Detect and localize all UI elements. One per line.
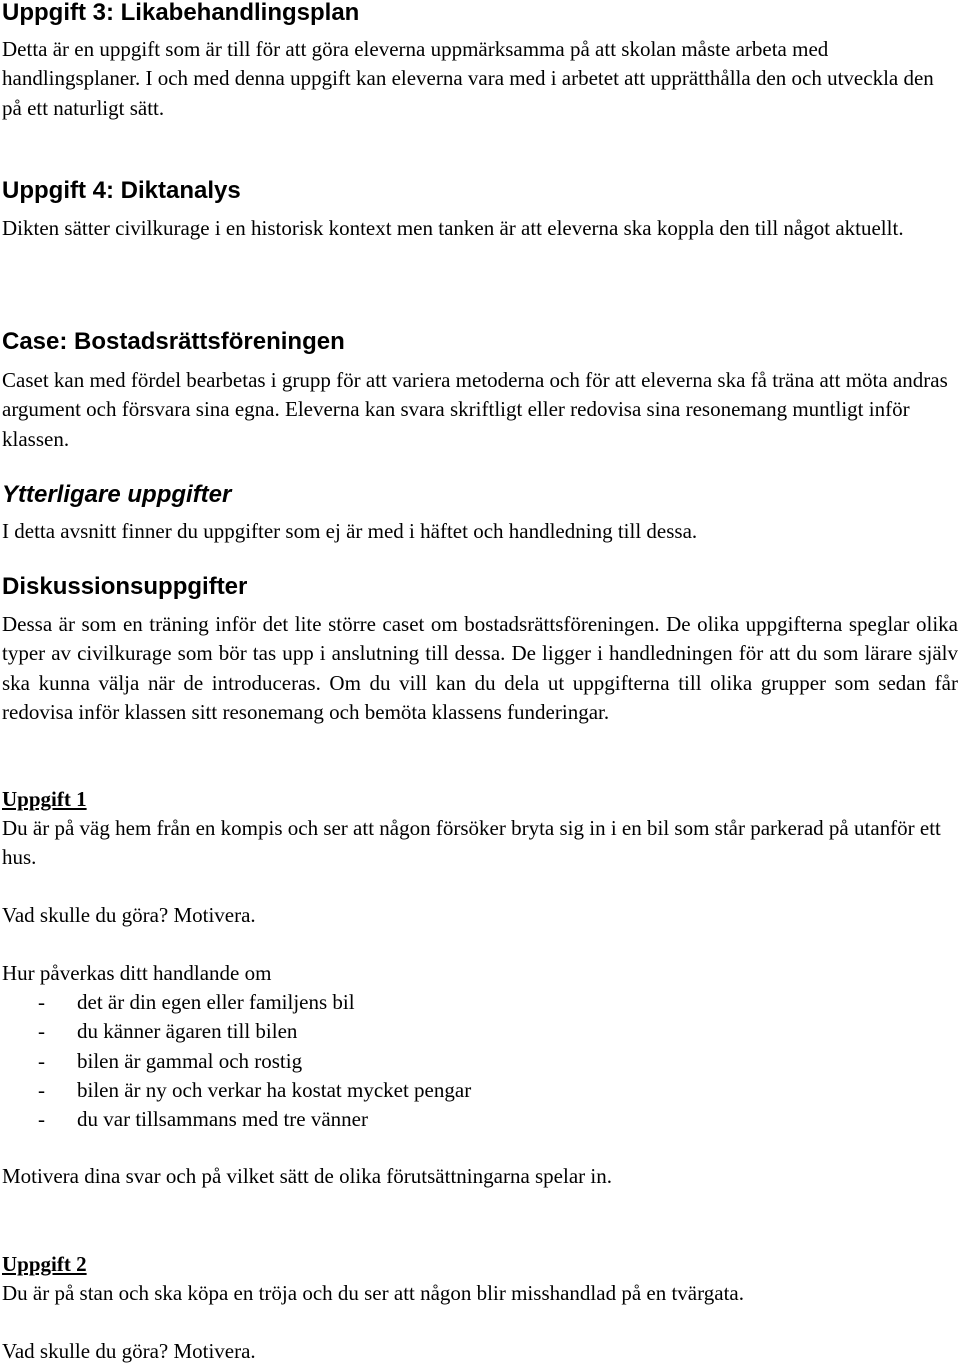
task-2-text: Du är på stan och ska köpa en tröja och du ser att någon blir misshandlad på en tvärgata. xyxy=(2,1281,744,1305)
task-1-title: Uppgift 1 xyxy=(2,787,87,811)
heading-case: Case: Bostadsrättsföreningen xyxy=(2,328,345,355)
heading-uppgift-3: Uppgift 3: Likabehandlingsplan xyxy=(2,0,360,26)
dash-bullet: - xyxy=(38,1048,45,1073)
dash-bullet: - xyxy=(38,1077,45,1102)
heading-diskussionsuppgifter: Diskussionsuppgifter xyxy=(2,573,248,600)
list-item: - du var tillsammans med tre vänner xyxy=(2,1105,471,1134)
task-1-conditions-list xyxy=(2,988,471,1134)
paragraph-uppgift-4: Dikten sätter civilkurage i en historisk kontext men tanken är att eleverna ska koppla den till något aktuellt. xyxy=(2,216,904,240)
task-1-question: Vad skulle du göra? Motivera. xyxy=(2,903,256,927)
task-2-question: Vad skulle du göra? Motivera. xyxy=(2,1339,256,1363)
list-item: - bilen är ny och verkar ha kostat mycket pengar xyxy=(2,1076,471,1105)
paragraph-ytterligare: I detta avsnitt finner du uppgifter som ej är med i häftet och handledning till dessa. xyxy=(2,519,698,543)
heading-uppgift-4: Uppgift 4: Diktanalys xyxy=(2,177,241,204)
dash-bullet: - xyxy=(38,1107,45,1132)
task-1-closing: Motivera dina svar och på vilket sätt de olika förutsättningarna spelar in. xyxy=(2,1164,612,1188)
paragraph-uppgift-3: Detta är en uppgift som är till för att göra eleverna uppmärksamma på att skolan måste arbeta med handlingsplaner. I och med denna uppgift kan eleverna vara med i arbetet att upprätthålla den och utveckla den på ett naturligt sätt. xyxy=(2,37,934,120)
dash-bullet: - xyxy=(38,990,45,1014)
dash-bullet: - xyxy=(38,1019,45,1044)
paragraph-case: Caset kan med fördel bearbetas i grupp för att variera metoderna och för att eleverna ska få träna att möta andras argument och försvara sina egna. Eleverna kan svara skriftligt eller redovisa sina resonemang muntligt inför klassen. xyxy=(2,368,948,451)
list-item: - bilen är gammal och rostig xyxy=(2,1047,471,1076)
paragraph-diskussion: Dessa är som en träning inför det lite större caset om bostadsrättsföreningen. De olika uppgifterna speglar olika typer av civilkurage som bör tas upp i anslutning till dessa. De ligger i handledningen för att du som lärare själv ska kunna välja när de introduceras. Om du vill kan du dela ut uppgifterna till olika grupper som sedan får redovisa inför klassen sitt resonemang och bemöta klassens funderingar. xyxy=(2,612,958,725)
list-item: - det är din egen eller familjens bil xyxy=(2,988,471,1017)
task-1-influence-intro: Hur påverkas ditt handlande om xyxy=(2,961,272,985)
task-2-title: Uppgift 2 xyxy=(2,1252,87,1276)
heading-ytterligare-uppgifter: Ytterligare uppgifter xyxy=(2,481,232,508)
task-1-text: Du är på väg hem från en kompis och ser att någon försöker bryta sig in i en bil som står parkerad på utanför ett hus. xyxy=(2,816,941,870)
list-item: - du känner ägaren till bilen xyxy=(2,1017,471,1046)
